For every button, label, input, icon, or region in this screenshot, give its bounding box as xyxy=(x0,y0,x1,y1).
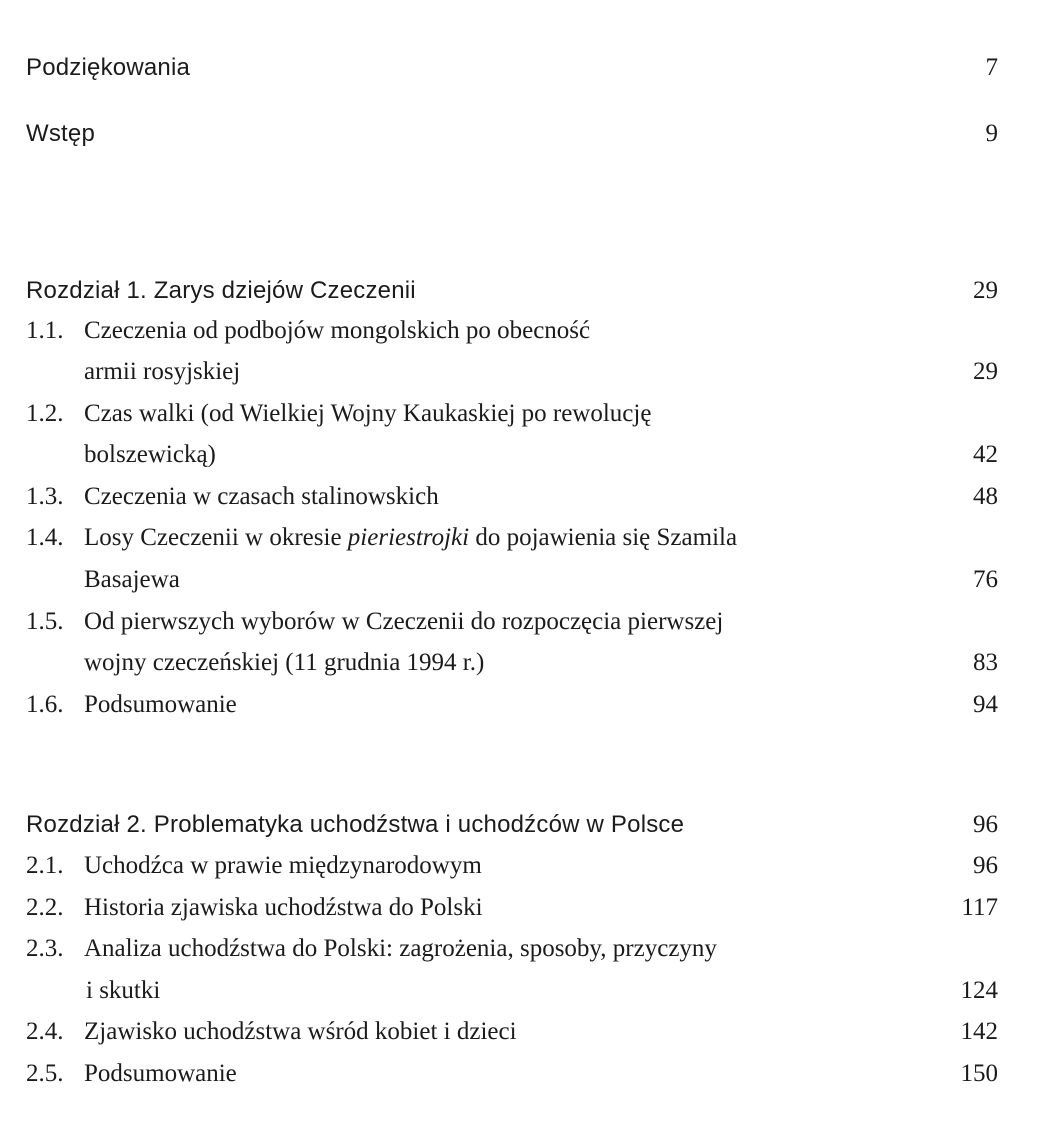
section-title: Analiza uchodźstwa do Polski: zagrożenia, sposoby, przyczyny xyxy=(84,935,717,962)
toc-page-number: 124 xyxy=(960,977,998,1004)
toc-page-number: 83 xyxy=(973,649,998,676)
toc-page-number: 29 xyxy=(973,277,998,304)
section-title-continued: wojny czeczeńskiej (11 grudnia 1994 r.) xyxy=(84,649,485,676)
toc-page-number: 117 xyxy=(961,894,998,921)
section-title: Uchodźca w prawie międzynarodowym xyxy=(84,852,482,879)
toc-entry-title: Podziękowania xyxy=(26,54,191,81)
toc-entry-title: Wstęp xyxy=(26,120,96,147)
section-title: Czeczenia od podbojów mongolskich po obecność xyxy=(84,317,591,344)
section-number: 2.4. xyxy=(26,1018,64,1045)
toc-page-number: 150 xyxy=(960,1060,998,1087)
toc-page-number: 7 xyxy=(985,54,998,81)
section-number: 1.6. xyxy=(26,691,64,718)
chapter-title: Rozdział 2. Problematyka uchodźstwa i uchodźców w Polsce xyxy=(26,811,685,838)
section-title-continued: armii rosyjskiej xyxy=(84,358,241,385)
toc-page-number: 9 xyxy=(985,120,998,147)
section-title: Od pierwszych wyborów w Czeczenii do rozpoczęcia pierwszej xyxy=(84,608,724,635)
section-title-part: do pojawienia się Szamila xyxy=(469,524,738,551)
section-title: Czas walki (od Wielkiej Wojny Kaukaskiej po rewolucję xyxy=(84,400,652,427)
toc-page-number: 76 xyxy=(973,566,998,593)
section-title: Historia zjawiska uchodźstwa do Polski xyxy=(84,894,483,921)
toc-page-number: 48 xyxy=(973,483,998,510)
toc-page-number: 94 xyxy=(973,691,998,718)
section-title-italic: pieriestrojki xyxy=(347,524,470,551)
section-title: Podsumowanie xyxy=(84,1060,237,1087)
section-number: 1.5. xyxy=(26,608,64,635)
section-title: Podsumowanie xyxy=(84,691,237,718)
section-title: Zjawisko uchodźstwa wśród kobiet i dzieci xyxy=(84,1018,517,1045)
section-number: 2.1. xyxy=(26,852,64,879)
chapter-title: Rozdział 1. Zarys dziejów Czeczenii xyxy=(26,277,416,304)
section-title-continued: i skutki xyxy=(86,977,161,1004)
section-number: 2.3. xyxy=(26,935,64,962)
section-number: 1.2. xyxy=(26,400,64,427)
section-title-continued: Basajewa xyxy=(84,566,180,593)
section-number: 1.3. xyxy=(26,483,64,510)
toc-page-number: 96 xyxy=(973,811,998,838)
section-number: 2.2. xyxy=(26,894,64,921)
section-title xyxy=(84,523,737,553)
toc-page-number: 29 xyxy=(973,358,998,385)
toc-page-number: 142 xyxy=(960,1018,998,1045)
section-number: 1.4. xyxy=(26,524,64,551)
section-number: 1.1. xyxy=(26,317,64,344)
section-title: Czeczenia w czasach stalinowskich xyxy=(84,483,439,510)
section-title-continued: bolszewicką) xyxy=(84,441,216,468)
section-title-part: Losy Czeczenii w okresie xyxy=(84,524,348,551)
section-number: 2.5. xyxy=(26,1060,64,1087)
toc-page-number: 42 xyxy=(973,441,998,468)
toc-page-number: 96 xyxy=(973,852,998,879)
